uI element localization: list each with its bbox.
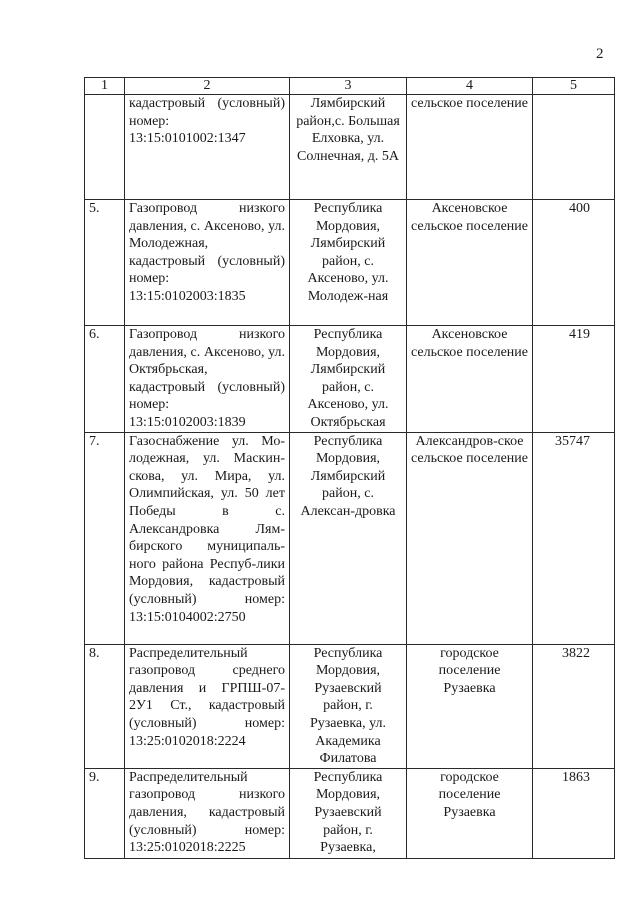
- object-description: Газопровод низкого давления, с. Аксеново, ул. Молодежная, кадастровый (условный) номер: 13:15:0102003:1835: [125, 200, 290, 326]
- column-header: 1: [85, 78, 125, 95]
- property-register-table: [84, 77, 615, 859]
- object-location: Республика Мордовия, Лямбирский район, с. Аксеново, ул. Молодеж-ная: [290, 200, 407, 326]
- row-number: 7.: [85, 432, 125, 644]
- object-location: Республика Мордовия, Лямбирский район, с. Алексан-дровка: [290, 432, 407, 644]
- settlement-name: Александров-ское сельское поселение: [407, 432, 533, 644]
- column-header: 5: [533, 78, 615, 95]
- row-number: 8.: [85, 644, 125, 768]
- object-length: 400: [533, 200, 615, 326]
- row-number: 5.: [85, 200, 125, 326]
- row-number: 9.: [85, 768, 125, 858]
- table-row: [85, 95, 615, 200]
- object-length: 35747: [533, 432, 615, 644]
- row-number: [85, 95, 125, 200]
- object-location: Республика Мордовия, Рузаевский район, г. Рузаевка,: [290, 768, 407, 858]
- object-description: Распределительный газопровод среднего давления и ГРПШ-07-2У1 Ст., кадастровый (условный) номер: 13:25:0102018:2224: [125, 644, 290, 768]
- column-header: 4: [407, 78, 533, 95]
- object-length: 1863: [533, 768, 615, 858]
- page-number: 2: [596, 46, 604, 62]
- object-description: кадастровый (условный) номер: 13:15:0101002:1347: [125, 95, 290, 200]
- settlement-name: Аксеновское сельское поселение: [407, 200, 533, 326]
- object-location: Лямбирский район,с. Большая Елховка, ул. Солнечная, д. 5А: [290, 95, 407, 200]
- table-row: [85, 768, 615, 858]
- settlement-name: городское поселение Рузаевка: [407, 644, 533, 768]
- object-length: [533, 95, 615, 200]
- settlement-name: городское поселение Рузаевка: [407, 768, 533, 858]
- object-description: Распределительный газопровод низкого давления, кадастровый (условный) номер: 13:25:0102018:2225: [125, 768, 290, 858]
- object-description: Газоснабжение ул. Мо-лодежная, ул. Маскин-скова, ул. Мира, ул. Олимпийская, ул. 50 лет Победы в с. Александровка Лям-бирского муниципаль-ного района Респуб-лики Мордовия, кадастровый (условный) номер: 13:15:0104002:2750: [125, 432, 290, 644]
- table-row: [85, 326, 615, 433]
- object-length: 3822: [533, 644, 615, 768]
- object-length: 419: [533, 326, 615, 433]
- table-row: [85, 200, 615, 326]
- object-location: Республика Мордовия, Лямбирский район, с. Аксеново, ул. Октябрьская: [290, 326, 407, 433]
- column-number-header-row: [85, 78, 615, 95]
- column-header: 3: [290, 78, 407, 95]
- column-header: 2: [125, 78, 290, 95]
- settlement-name: Аксеновское сельское поселение: [407, 326, 533, 433]
- object-description: Газопровод низкого давления, с. Аксеново, ул. Октябрьская, кадастровый (условный) номер: 13:15:0102003:1839: [125, 326, 290, 433]
- settlement-name: сельское поселение: [407, 95, 533, 200]
- table-row: [85, 644, 615, 768]
- row-number: 6.: [85, 326, 125, 433]
- table-row: [85, 432, 615, 644]
- object-location: Республика Мордовия, Рузаевский район, г. Рузаевка, ул. Академика Филатова: [290, 644, 407, 768]
